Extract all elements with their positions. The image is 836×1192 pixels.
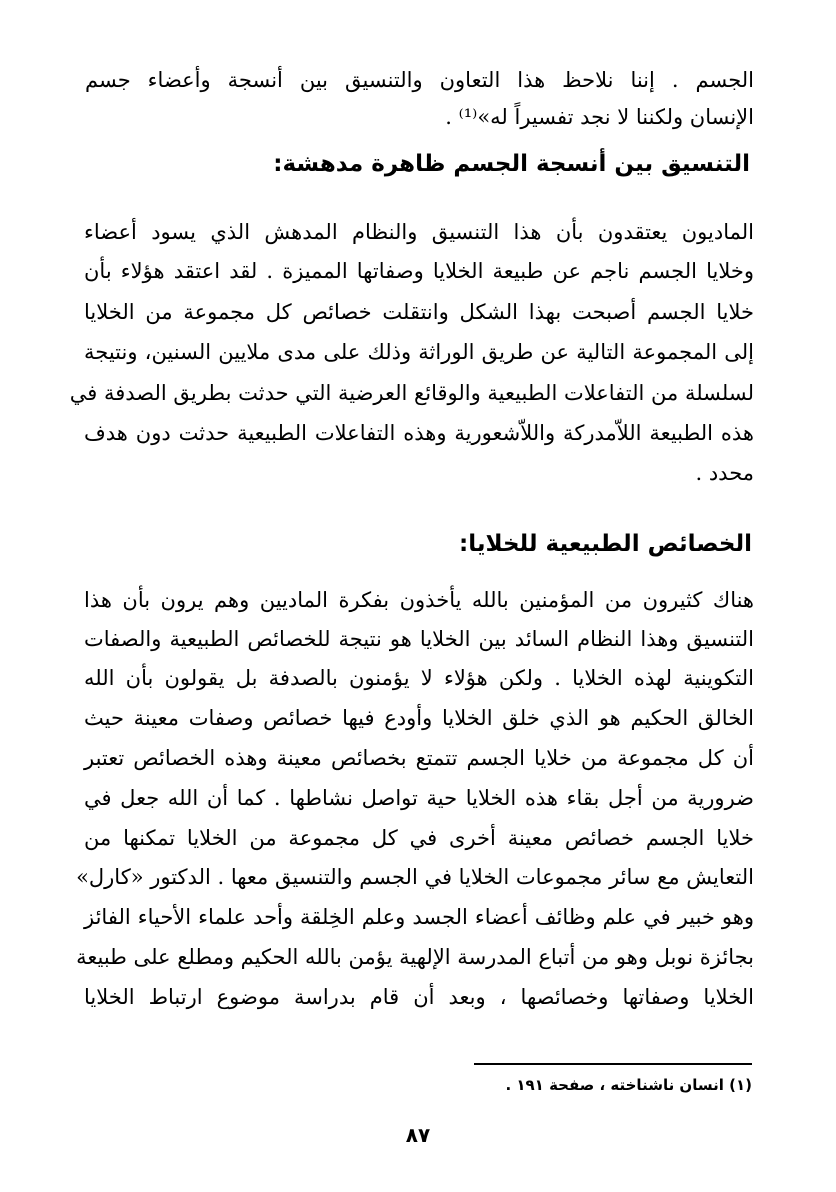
page-number: ٨٧ (405, 1123, 431, 1147)
body-line: التنسيق وهذا النظام السائد بين الخلايا هو نتيجة للخصائص الطبيعية والصفات (84, 627, 754, 651)
body-line: ضرورية من أجل بقاء هذه الخلايا حية تواصل نشاطها . كما أن الله جعل في (84, 786, 754, 810)
body-line: وهو خبير في علم وظائف أعضاء الجسد وعلم الخِلقة وأحد علماء الأحياء الفائز (84, 905, 754, 929)
body-line: التكوينية لهذه الخلايا . ولكن هؤلاء لا يؤمنون بالصدفة بل يقولون بأن الله (84, 666, 754, 690)
body-line: الإنسان ولكننا لا نجد تفسيراً له»⁽¹⁾ . (445, 105, 754, 129)
body-line: خلايا الجسم خصائص معينة أخرى في كل مجموعة من الخلايا تمكنها من (84, 826, 754, 850)
body-line: هذه الطبيعة اللاّمدركة واللاّشعورية وهذه التفاعلات الطبيعية حدثت دون هدف (84, 421, 754, 445)
body-line: الماديون يعتقدون بأن هذا التنسيق والنظام المدهش الذي يسود أعضاء (84, 220, 754, 244)
body-line: خلايا الجسم أصبحت بهذا الشكل وانتقلت خصائص كل مجموعة من الخلايا (84, 300, 754, 324)
body-line: بجائزة نوبل وهو من أتباع المدرسة الإلهية يؤمن بالله الحكيم ومطلع على طبيعة (76, 945, 754, 969)
body-line: أن كل مجموعة من خلايا الجسم تتمتع بخصائص معينة وهذه الخصائص تعتبر (84, 746, 754, 770)
body-line: الخالق الحكيم هو الذي خلق الخلايا وأودع فيها خصائص وصفات معينة حيث (84, 706, 754, 730)
section-heading: الخصائص الطبيعية للخلايا: (459, 531, 752, 557)
body-line: التعايش مع سائر مجموعات الخلايا في الجسم والتنسيق معها . الدكتور «كارل» (76, 865, 754, 889)
section-heading: التنسيق بين أنسجة الجسم ظاهرة مدهشة: (273, 151, 750, 177)
footnote-separator (474, 1063, 752, 1065)
body-line: هناك كثيرون من المؤمنين بالله يأخذون بفكرة الماديين وهم يرون بأن هذا (84, 588, 754, 612)
body-line: لسلسلة من التفاعلات الطبيعية والوقائع العرضية التي حدثت بطريق الصدفة في (69, 381, 754, 405)
footnote: (١) انسان ناشناخته ، صفحة ١٩١ . (505, 1076, 752, 1094)
body-line: الجسم . إننا نلاحظ هذا التعاون والتنسيق بين أنسجة وأعضاء جسم (85, 68, 754, 92)
body-line: الخلايا وصفاتها وخصائصها ، وبعد أن قام بدراسة موضوع ارتباط الخلايا (84, 985, 754, 1009)
body-line: إلى المجموعة التالية عن طريق الوراثة وذلك على مدى ملايين السنين، ونتيجة (84, 340, 754, 364)
body-line: محدد . (695, 461, 754, 485)
body-line: وخلايا الجسم ناجم عن طبيعة الخلايا وصفاتها المميزة . لقد اعتقد هؤلاء بأن (84, 259, 754, 283)
